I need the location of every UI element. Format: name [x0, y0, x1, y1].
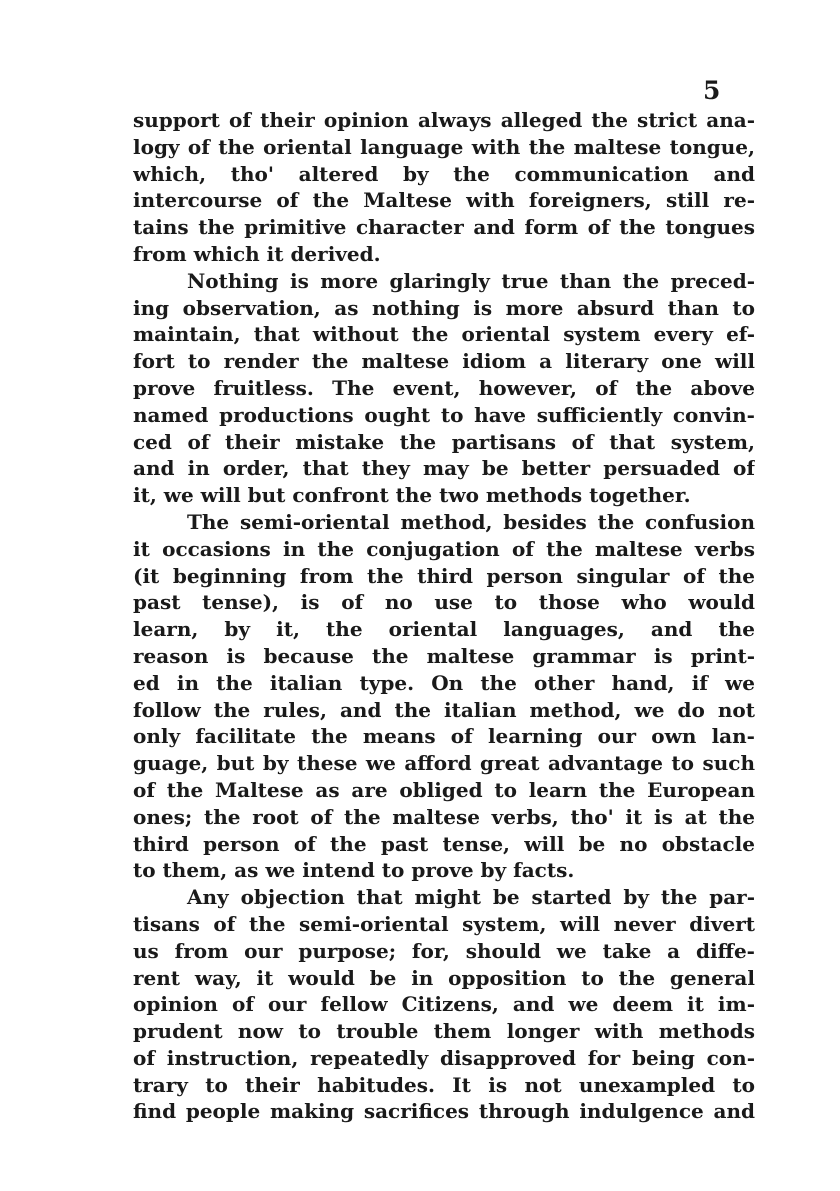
text-line: from which it derived. [133, 241, 381, 266]
text-line: ing observation, as nothing is more absurd than to [133, 295, 755, 320]
text-line: tisans of the semi-oriental system, will never divert [133, 911, 755, 936]
text-line: past tense), is of no use to those who would [133, 590, 755, 615]
text-line: maintain, that without the oriental system every ef- [133, 322, 755, 347]
text-line: ed in the italian type. On the other hand, if we [133, 670, 755, 695]
body-text [133, 107, 755, 1125]
text-line: (it beginning from the third person singular of the [133, 563, 755, 588]
text-line: trary to their habitudes. It is not unexampled to [133, 1072, 755, 1097]
text-line: of instruction, repeatedly disapproved for being con- [133, 1045, 755, 1070]
text-line: guage, but by these we afford great advantage to such [133, 751, 755, 776]
text-line: reason is because the maltese grammar is print- [133, 643, 755, 668]
text-line: prove fruitless. The event, however, of the above [133, 375, 755, 400]
text-line: find people making sacrifices through indulgence and [133, 1099, 755, 1124]
text-line: and in order, that they may be better persuaded of [133, 456, 755, 481]
text-line: Any objection that might be started by the par- [187, 885, 755, 910]
text-line: ced of their mistake the partisans of that system, [133, 429, 755, 454]
text-line: named productions ought to have sufficiently convin- [133, 402, 755, 427]
text-line: which, tho' altered by the communication and [133, 161, 755, 186]
text-line: it, we will but confront the two methods together. [133, 483, 691, 508]
text-line: ones; the root of the maltese verbs, tho' it is at the [133, 804, 755, 829]
text-line: rent way, it would be in opposition to the general [133, 965, 755, 990]
text-line: support of their opinion always alleged the strict ana- [133, 108, 755, 132]
text-line: of the Maltese as are obliged to learn the European [133, 777, 755, 802]
text-line: follow the rules, and the italian method, we do not [133, 697, 755, 722]
text-line: The semi-oriental method, besides the confusion [187, 509, 755, 534]
text-line: intercourse of the Maltese with foreigners, still re- [133, 188, 755, 213]
text-line: Nothing is more glaringly true than the preced- [187, 268, 755, 293]
text-line: third person of the past tense, will be no obstacle [133, 831, 755, 856]
text-line: it occasions in the conjugation of the maltese verbs [133, 536, 755, 561]
text-line: only facilitate the means of learning our own lan- [133, 724, 755, 749]
page-number: 5 [703, 76, 721, 105]
text-line: us from our purpose; for, should we take a diffe- [133, 938, 755, 963]
text-line: to them, as we intend to prove by facts. [133, 858, 575, 883]
text-line: opinion of our fellow Citizens, and we deem it im- [133, 992, 755, 1017]
text-line: learn, by it, the oriental languages, and the [133, 617, 755, 642]
text-line: prudent now to trouble them longer with methods [133, 1019, 755, 1044]
text-line: tains the primitive character and form of the tongues [133, 215, 755, 240]
text-line: logy of the oriental language with the maltese tongue, [133, 134, 755, 159]
text-line: fort to render the maltese idiom a literary one will [133, 349, 755, 374]
